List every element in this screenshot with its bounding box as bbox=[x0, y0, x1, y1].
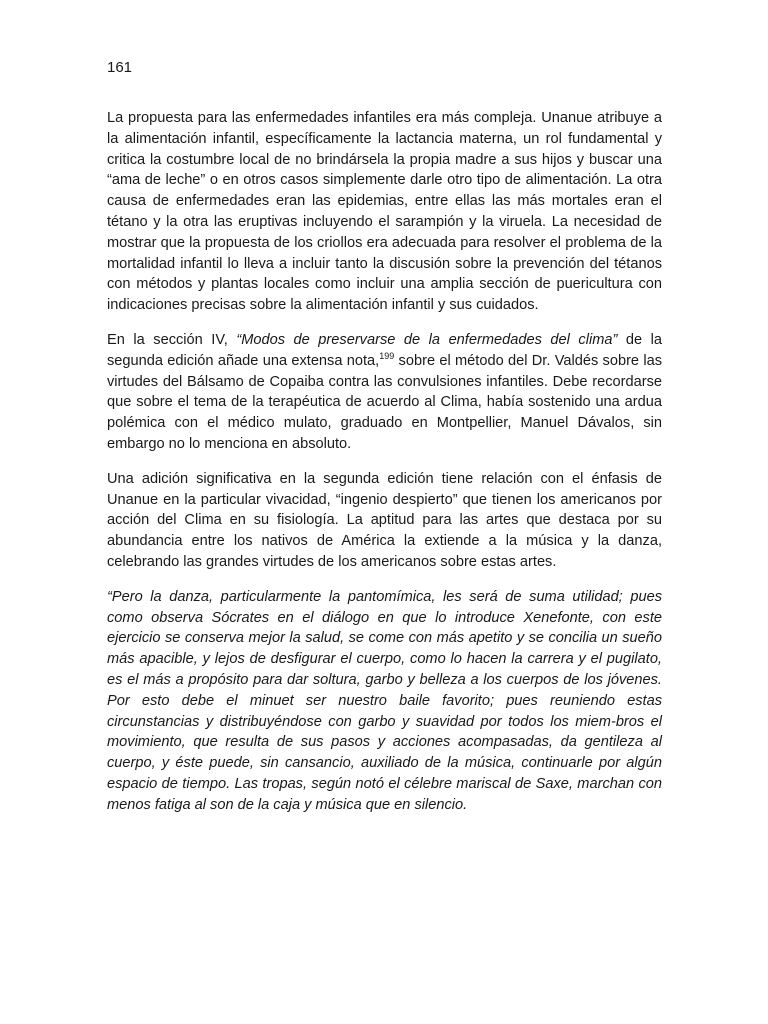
body-text bbox=[107, 108, 662, 830]
paragraph-mid-text: de la segunda edición añade una extensa nota, bbox=[107, 331, 662, 369]
section-title-italic: “Modos de preservarse de la enfermedades del clima” bbox=[236, 331, 618, 348]
paragraph-lead-text: En la sección IV, bbox=[107, 331, 237, 348]
page-number: 161 bbox=[107, 59, 133, 76]
paragraph-infant-diseases: La propuesta para las enfermedades infantiles era más compleja. Unanue atribuye a la alimentación infantil, específicamente la lactancia materna, un rol fundamental y critica la costumbre local de no brindársela la propia madre a sus hijos y buscar una “ama de leche” o en otros casos simplemente darle otro tipo de alimentación. La otra causa de enfermedades eran las epidemias, entre ellas las más mortales eran el tétano y la otra las eruptivas incluyendo el sarampión y la viruela. La necesidad de mostrar que la propuesta de los criollos era adecuada para resolver el problema de la mortalidad infantil lo lleva a incluir tanto la discusión sobre la prevención del tétanos con métodos y plantas locales como incluir una amplia sección de puericultura con indicaciones precisas sobre la alimentación infantil y sus cuidados. bbox=[107, 110, 662, 314]
paragraph-section-iv bbox=[107, 330, 662, 455]
paragraph-significant-addition: Una adición significativa en la segunda edición tiene relación con el énfasis de Unanue en la particular vivacidad, “ingenio despierto” que tienen los americanos por acción del Clima en su fisiología. La aptitud para las artes que destaca por su abundancia entre los nativos de América la extiende a la música y la danza, celebrando las grandes virtudes de los americanos sobre estas artes. bbox=[107, 470, 662, 570]
footnote-reference[interactable]: 199 bbox=[379, 350, 395, 361]
paragraph-tail-text: sobre el método del Dr. Valdés sobre las virtudes del Bálsamo de Copaiba contra las convulsiones infantiles. Debe recordarse que sobre el tema de la terapéutica de acuerdo al Clima, había sostenido una ardua polémica con el médico mulato, graduado en Montpellier, Manuel Dávalos, sin embargo no lo menciona en absoluto. bbox=[107, 352, 662, 452]
block-quote-dance: “Pero la danza, particularmente la pantomímica, les será de suma utilidad; pues como observa Sócrates en el diálogo en que lo introduce Xenefonte, con este ejercicio se conserva mejor la salud, se come con más apetito y se concilia un sueño más apacible, y lejos de desfigurar el cuerpo, como lo hacen la carrera y el pugilato, es el más a propósito para dar soltura, garbo y belleza a los cuerpos de los jóvenes. Por esto debe el minuet ser nuestro baile favorito; pues reuniendo estas circunstancias y distribuyéndose con garbo y suavidad por todos los miem-bros el movimiento, que resulta de sus pasos y acciones acompasadas, da gentileza al cuerpo, y éste puede, sin cansancio, auxiliado de la música, continuarle por algún espacio de tiempo. Las tropas, según notó el célebre mariscal de Saxe, marchan con menos fatiga al son de la caja y música que en silencio. bbox=[107, 588, 662, 813]
